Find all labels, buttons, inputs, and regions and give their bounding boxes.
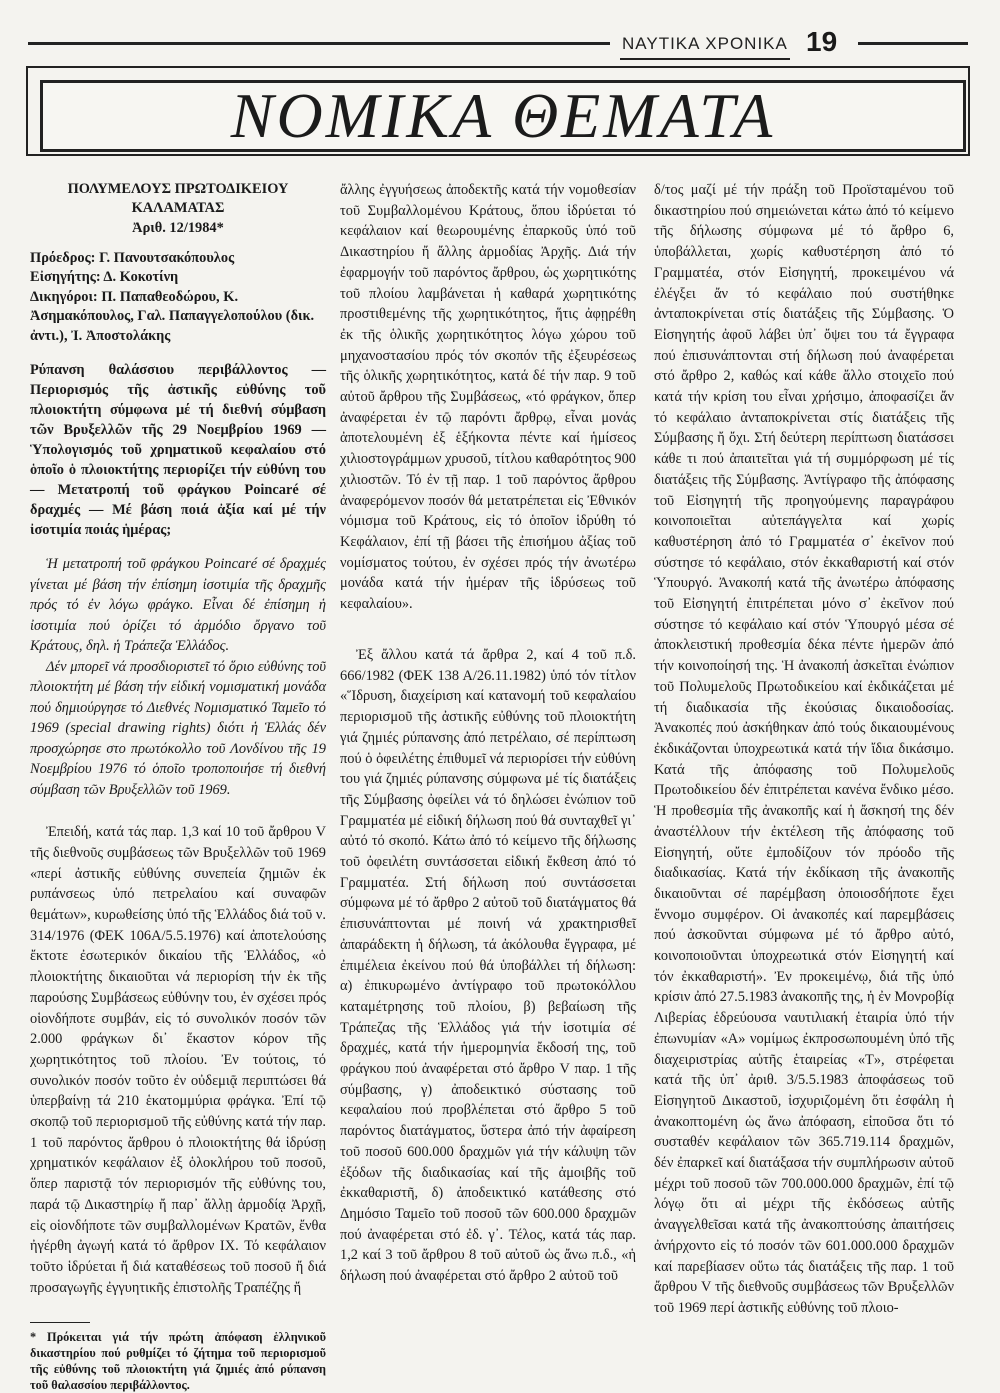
column-1: [30, 180, 326, 1393]
lawyers: Δικηγόροι: Π. Παπαθεοδώρου, Κ. Ἀσημακόπουλος, Γαλ. Παπαγγελοπούλου (δικ. ἀντι.), Ἰ. Ἀποστολάκης: [30, 288, 315, 344]
body-text-col2-decree: Ἐξ ἄλλου κατά τά ἄρθρα 2, καί 4 τοῦ π.δ. 666/1982 (ΦΕΚ 138 Α/26.11.1982) ὑπό τόν τίτλον «Ἵδρυση, διαχείριση καί κατανομή τοῦ κεφαλαίου περιορισμοῦ τῆς ἀστικῆς εὐθύνης τοῦ πλοιοκτήτη γιά ζημιές ρύπανσης ἀπό πετρέλαιο, σέ περίπτωση πού ὁ ὀφειλέτης ἐπιθυμεῖ νά περιορίσει τήν εὐθύνη του γιά ζημιές ρύπανσης σύμφωνα μέ τίς διατάξεις τῆς Σύμβασης ὀφείλει νά τό δηλώσει ἐνώπιον τοῦ Γραμματέα μέ εἰδική δήλωση πού θά συνταχθεῖ γι᾽ αὐτό τό σκοπό. Κάτω ἀπό τό κείμενο τῆς δήλωσης τοῦ ὀφειλέτη συντάσσεται εἰδική ἔκθεση ἀπό τό Γραμματέα. Στή δήλωση πού συντάσσεται σύμφωνα μέ τό ἄρθρο 2 αὐτοῦ τοῦ διατάγματος θά ἐπισυνάπτονται μέ ποινή νά χρακτηρισθεῖ ἀπαράδεκτη ἡ δήλωση, τά ἀκόλουθα ἔγγραφα, μέ ἐπιμέλεια ἐκείνου πού θά ὑποβάλλει τή δήλωση: α) ἐπικυρωμένο ἀντίγραφο τοῦ πρωτοκόλλου καταμέτρησης τοῦ πλοίου, β) βεβαίωση τῆς Τράπεζας τῆς Ἑλλάδος γιά τήν ἰσοτιμία σέ δραχμές, κατά τήν ἡμερομηνία ἔκδοσή της, τοῦ φράγκου πού ἀναφέρεται στό ἄρθρο V παρ. 1 τῆς σύμβασης, γ) ἀποδεικτικό σύστασης τοῦ κεφαλαίου πού προβλέπεται στό ἄρθρο 5 τοῦ παρόντος διατάγματος, ὕστερα ἀπό τήν ἀφαίρεση τοῦ ποσοῦ 600.000 δραχμῶν γιά τήν κάλυψη τῶν ἐξόδων τῆς διαδικασίας καί τῆς ἀμοιβῆς τοῦ ἐκκαθαριστῆ, δ) ἀποδεικτικό κατάθεσης στό Δημόσιο Ταμεῖο τοῦ ποσοῦ τῶν 600.000 δραχμῶν πού ἀναφέρεται στό ἐδ. γ᾽. Τέλος, κατά τάς παρ. 1,2 καί 3 τοῦ ἄρθρου 8 τοῦ αὐτοῦ ὡς ἄνω π.δ., «ἡ δήλωση πού ἀναφέρεται στό ἄρθρο 2 αὐτοῦ τοῦ: [340, 647, 636, 1285]
magazine-name: ΝΑΥΤΙΚΑ ΧΡΟΝΙΚΑ: [622, 34, 788, 53]
page-number: 19: [806, 26, 838, 57]
header-underline: [620, 58, 790, 60]
court-name: ΠΟΛΥΜΕΛΟΥΣ ΠΡΩΤΟΔΙΚΕΙΟΥ ΚΑΛΑΜΑΤΑΣ: [67, 181, 289, 216]
case-number: Ἀριθ. 12/1984*: [132, 220, 224, 236]
header-rule-right: [858, 42, 968, 45]
footnote: * Πρόκειται γιά τήν πρώτη ἀπόφαση ἑλληνικοῦ δικαστηρίου πού ρυθμίζει τό ζήτημα τοῦ περιορισμοῦ τῆς εὐθύνης τοῦ πλοιοκτήτη γιά ζημιές ἀπό ρύπανση τοῦ θαλασσίου περιβάλλοντος.: [30, 1330, 326, 1393]
holding-2: Δέν μπορεῖ νά προσδιοριστεῖ τό ὅριο εὐθύνης τοῦ πλοιοκτήτη μέ βάση τήν εἰδική νομισματική μονάδα πού δημιούργησε τό Διεθνές Νομισματικό Ταμεῖο τό 1969 (special drawing rights) διότι ἡ Ἑλλάς δέν προσχώρησε στο πρωτόκολλο τοῦ Λονδίνου τῆς 19 Νοεμβρίου 1976 τό ὁποῖο τροποποιήσε τή διεθνή σύμβαση τῶν Βρυξελλῶν τοῦ 1969.: [30, 658, 326, 798]
body-text-col3: δ/τος μαζί μέ τήν πράξη τοῦ Προϊσταμένου τοῦ δικαστηρίου πού σημειώνεται κάτω ἀπό τό κείμενο τῆς δήλωσης σύμφωνα μέ τό ἄρθρο 6, ὑποβάλλεται, χωρίς καθυστέρηση ἀπό τό Γραμματέα, στόν Εἰσηγητή, προκειμένου νά ἐλέγξει ἄν τό κεφάλαιο πού συστήθηκε ἀνταποκρίνεται στίς διατάξεις τῆς Σύμβασης. Ὁ Εἰσηγητής ἀφοῦ λάβει ὑπ᾽ ὄψει του τά ἔγγραφα πού ἐπισυνάπτονται στή δήλωση πού ἀναφέρεται στό ἄρθρο 2, καθώς καί κάθε ἄλλο στοιχεῖο πού κατά τήν κρίση του εἶναι χρήσιμο, ἀποφασίζει ἄν τό κεφάλαιο ἀνταποκρίνεται στίς διατάξεις τῆς Σύμβασης ἤ ὄχι. Στή δεύτερη περίπτωση διατάσσει κάθε τι πού ἀπαιτεῖται γιά τή συμμόρφωση μέ τίς διατάξεις τῆς Σύμβασης. Ἀντίγραφο τῆς ἀπόφασης τοῦ Εἰσηγητή τῆς προηγούμενης παραγράφου κοινοποιεῖται αὐτεπάγγελτα καί χωρίς καθυστέρηση ἀπό τό Γραμματέα σ᾽ ἐκεῖνον πού σύστησε τό κεφάλαιο, στόν ἐκκαθαριστή καί στόν Ὑπουργό. Ἀνακοπή κατά τῆς ἀνωτέρω ἀπόφασης τοῦ Εἰσηγητή ἐπιτρέπεται μόνο σ᾽ ἐκεῖνον πού σύστησε τό κεφάλαιο καί στόν Ὑπουργό μέσα σέ ἀποκλειστική προθεσμία δέκα πέντε ἡμερῶν ἀπό τήν κοινοποίησή της. Ἡ ἀνακοπή ἀσκεῖται ἐνώπιον τοῦ Πολυμελοῦς Πρωτοδικείου καί ἐκδικάζεται μέ τή διαδικασία τῆς ἑκούσιας δικαιοδοσίας. Ἀνακοπές πού ἀσκήθηκαν ἀπό τούς δικαιουμένους ἐκδικάζονται ὑποχρεωτικά κατά τήν ἴδια δικάσιμο. Κατά τῆς ἀπόφασης τοῦ Πολυμελοῦς Πρωτοδικείου δέν ἐπιτρέπεται κανένα ἔνδικο μέσο. Ἡ προθεσμία τῆς ἀνακοπῆς καί ἡ ἄσκησή της δέν ἀναστέλλουν τήν ἐκτέλεση τῆς ἀπόφασης τοῦ Εἰσηγητή, οὔτε ἐμποδίζουν τόν πρόοδο τῆς διαδικασίας. Κατά τήν ἐκδίκαση τῆς ἀνακοπῆς δικαιοῦνται σέ παρέμβαση ὁποιοσδήποτε ἔχει ἔννομο συμφέρον. Οἱ ἀνακοπές καί παρεμβάσεις πού ἀσκοῦνται σύμφωνα μέ τό ἄρθρο αὐτό, κοινοποιοῦνται ὑποχρεωτικά στόν Εἰσηγητή καί τόν ἐκκαθαριστή». Ἐν προκειμένῳ, διά τῆς ὑπό κρίσιν ἀπό 27.5.1983 ἀνακοπῆς της, ἡ ἐν Μονροβίᾳ Λιβερίας ἑδρεύουσα ναυτιλιακή ἑταιρία ὑπό τήν ἐπωνυμίαν «Α» νομίμως ἐκπροσωπουμένη ὑπό τῆς διαχειριστρίας αὐτῆς ἑταιρείας «Τ», στρέφεται κατά τῆς ὑπ᾽ ἀριθ. 3/5.5.1983 ἀποφάσεως τοῦ Εἰσηγητοῦ Δικαστοῦ, ἰσχυριζομένη ὅτι ἐσφάλη ἡ ἀνακοπτομένη ὡς ἄνω ἀπόφαση, εἰποῦσα ὅτι τό συσταθέν κεφάλαιον τῶν 365.719.114 δραχμῶν, δέν ἐπαρκεῖ καί διατάξασα τήν συμπλήρωσιν αὐτοῦ μέχρι τοῦ ποσοῦ τῶν 700.000.000 δραχμῶν, ἐπί τῷ λόγῳ ὅτι αἱ μέχρι τῆς ἐκδόσεως αὐτῆς ἀναγγελθεῖσαι κατά τῆς ἀνακοπτούσης ἀπαιτήσεις ἀνήρχοντο εἰς τό ποσόν τῶν 601.000.000 δραχμῶν καί παρεβίασεν οὕτω τάς διατάξεις τῆς παρ. 1 τοῦ ἄρθρου V τῆς διεθνοῦς συμβάσεως τῶν Βρυξελλῶν τοῦ 1969 περί ἀστικῆς εὐθύνης τοῦ πλοιο-: [654, 182, 954, 1316]
rapporteur: Εἰσηγήτης: Δ. Κοκοτίνη: [30, 269, 179, 286]
column-2-continuation: [340, 180, 636, 645]
section-title: ΝΟΜΙΚΑ ΘΕΜΑΤΑ: [230, 80, 776, 151]
column-3: [654, 180, 954, 1319]
footnote-rule: [30, 1322, 90, 1323]
case-summary: Ρύπανση θαλάσσιου περιβάλλοντος — Περιορισμός τῆς ἀστικῆς εὐθύνης τοῦ πλοιοκτήτη σύμφωνα μέ τή διεθνή σύμβαση τῶν Βρυξελλῶν τῆς 29 Νοεμβρίου 1969 — Ὑπολογισμός τοῦ χρηματικοῦ κεφαλαίου στό ὁποῖο ὁ πλοιοκτήτης περιορίζει τήν εὐθύνη του — Μετατροπή τοῦ φράγκου Poincaré σέ δραχμές — Μέ βάση ποιά ἀξία καί μέ τήν ἰσοτιμία ποιάς ἡμέρας;: [30, 362, 326, 539]
column-2-lower: [340, 645, 636, 1287]
section-banner: [40, 80, 966, 152]
holding-1: Ἡ μετατροπή τοῦ φράγκου Poincaré σέ δραχμές γίνεται μέ βάση τήν ἐπίσημη ἰσοτιμία τῆς δραχμῆς πρός τό ἐν λόγω φράγκο. Εἶναι δέ ἐπίσημη ἡ ἰσοτιμία πού ὁρίζει τό ἁρμόδιο ὄργανο τοῦ Κράτους, δηλ. ἡ Τράπεζα Ἑλλάδος.: [30, 556, 326, 655]
body-text-col1: Ἐπειδή, κατά τάς παρ. 1,3 καί 10 τοῦ ἄρθρου V τῆς διεθνοῦς συμβάσεως τῶν Βρυξελλῶν τοῦ 1969 «περί ἀστικῆς εὐθύνης συνεπεία ζημιῶν ἐκ ρυπάνσεως ὑπό πετρελαίου καί συναφῶν θεμάτων», κυρωθείσης ὑπό τῆς Ἑλλάδος διά τοῦ ν. 314/1976 (ΦΕΚ 106Α/5.5.1976) καί ἀποτελούσης ἔκτοτε ἐσωτερικόν δικαίου τῆς Ἑλλάδος, «ὁ πλοιοκτήτης δικαιοῦται νά περιορίση τήν ἐκ τῆς παρούσης Συμβάσεως εὐθύνην του, ἐν σχέσει πρός οἱονδήποτε συμβάν, εἰς τό συνολικόν ποσόν τῶν 2.000 φράγκων δι᾽ ἕκαστον κόρον τῆς χωρητικότητος τοῦ πλοίου. Ἐν τούτοις, τό συνολικόν ποσόν τοῦτο ἐν οὐδεμιᾷ περιπτώσει θά ὑπερβαίνῃ τά 210 ἑκατομμύρια φράγκα. Ἐπί τῷ σκοπῷ τοῦ περιορισμοῦ τῆς εὐθύνης κατά τήν παρ. 1 τοῦ παρόντος ἄρθρου ὁ πλοιοκτήτης θά ἱδρύσῃ χρηματικόν κεφάλαιον ἐξ ὁλοκλήρου τοῦ ποσοῦ, ὅπερ παριστᾷ τόν περιορισμόν τῆς εὐθύνης του, παρά τῷ Δικαστηρίῳ ἤ παρ᾽ ἄλλῃ ἁρμοδίᾳ Ἀρχῇ, εἰς οἱονδήποτε τῶν συμβαλλομένων Κρατῶν, ἔνθα ἠγέρθη ἀγωγή κατά τό ἄρθρον IX. Τό κεφάλαιον τοῦτο ἱδρύεται ἤ διά καταθέσεως τοῦ ποσοῦ ἤ διά προσαγωγῆς ἐγγυητικῆς ἐπιστολῆς Τραπέζης ἤ: [30, 824, 326, 1296]
body-text-col2-top: ἄλλης ἐγγυήσεως ἀποδεκτῆς κατά τήν νομοθεσίαν τοῦ Συμβαλλομένου Κράτους, ὅπου ἱδρύεται τό κεφάλαιον καί θεωρουμένης ἐπαρκοῦς ὑπό τοῦ Δικαστηρίου ἤ ἄλλης ἁρμοδίας Ἀρχῆς. Διά τήν ἐφαρμογήν τοῦ παρόντος ἄρθρου, ὡς χωρητικότης τοῦ πλοίου λαμβάνεται ἡ καθαρά χωρητικότης προστιθεμένης τῆς χωρητικότητος, ἥτις ἀφῃρέθη ἐκ τῆς ὁλικῆς χωρητικότητος λόγω χώρου τοῦ μηχανοστασίου πρός τόν σκοπόν τῆς ἐξευρέσεως τῆς ὁλικῆς χωρητικότητος, κατά δέ τήν παρ. 9 τοῦ αὐτοῦ ἄρθρου τῆς Συμβάσεως, «τό φράγκον, ὅπερ ἀναφέρεται ἐν τῷ παρόντι ἄρθρῳ, εἶναι μονάς ἀποτελουμένη ἐξ ἑξήκοντα πέντε καί ἡμίσεος χιλιοστογράμμων χρυσοῦ, τίτλου καθαρότητος 900 χιλιοστῶν. Τό ἐν τῇ παρ. 1 τοῦ παρόντος ἄρθρου ἀναφερόμενον ποσόν θά μετατρέπεται εἰς Ἐθνικόν νόμισμα τοῦ Κράτους, εἰς τό ὁποῖον ἱδρύθη τό Κεφάλαιον, ἐπί τῇ βάσει τῆς ἐπισήμου ἀξίας τοῦ νομίσματος τούτου, ἐν σχέσει πρός τήν ἀνωτέρω μονάδα κατά τήν ἡμέραν τῆς ἱδρύσεως τοῦ κεφαλαίου».: [340, 182, 636, 613]
header-rule-left: [28, 42, 610, 45]
president: Πρόεδρος: Γ. Πανουτσακόπουλος: [30, 249, 235, 266]
